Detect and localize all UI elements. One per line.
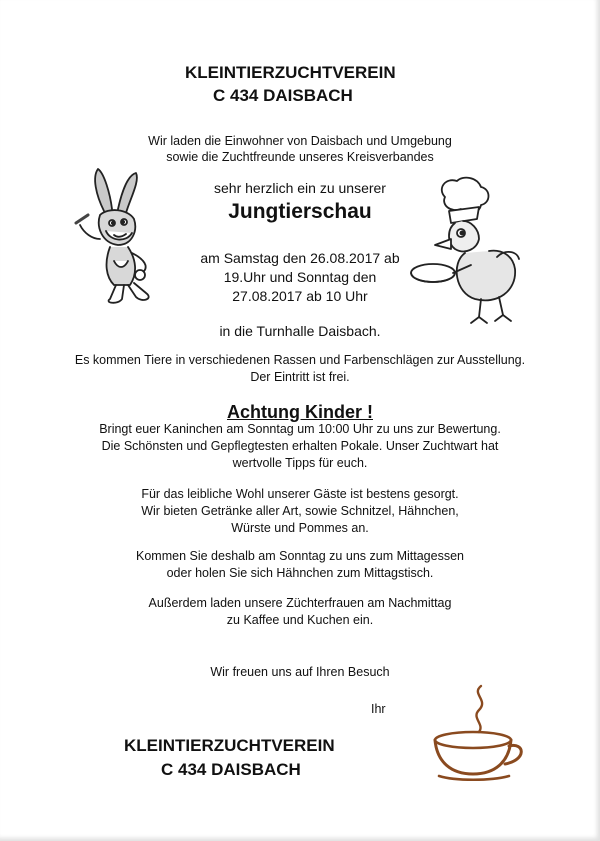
header-line1: KLEINTIERZUCHTVEREIN — [185, 63, 396, 82]
coffee-line1: Außerdem laden unsere Züchterfrauen am Nachmittag — [148, 596, 452, 610]
invite-line2: sowie die Zuchtfreunde unseres Kreisverbandes — [166, 150, 434, 164]
closing-ihr: Ihr — [371, 702, 386, 716]
date-line3: 27.08.2017 ab 10 Uhr — [232, 288, 368, 304]
coffee-line2: zu Kaffee und Kuchen ein. — [226, 613, 374, 627]
info-line1: Es kommen Tiere in verschiedenen Rassen und Farbenschlägen zur Ausstellung. — [74, 353, 526, 367]
event-title: Jungtierschau — [228, 200, 372, 223]
kids-title: Achtung Kinder ! — [227, 402, 373, 422]
chicken-chef-cartoon-icon — [405, 173, 535, 333]
food-line3: Würste und Pommes an. — [231, 521, 369, 535]
info-line2: Der Eintritt ist frei. — [250, 370, 350, 384]
date-line1: am Samstag den 26.08.2017 ab — [200, 250, 400, 266]
invite-line1: Wir laden die Einwohner von Daisbach und Umgebung — [148, 134, 452, 148]
closing-text: Wir freuen uns auf Ihren Besuch — [210, 665, 390, 679]
kids-line3: wertvolle Tipps für euch. — [232, 456, 368, 470]
invite-line3: sehr herzlich ein zu unserer — [214, 180, 386, 196]
header-line2: C 434 DAISBACH — [213, 86, 353, 105]
kids-line1: Bringt euer Kaninchen am Sonntag um 10:00 Uhr zu uns zur Bewertung. — [99, 422, 501, 436]
rabbit-cartoon-icon — [70, 165, 180, 310]
food-line1: Für das leibliche Wohl unserer Gäste ist bestens gesorgt. — [141, 487, 459, 501]
sunday-line2: oder holen Sie sich Hähnchen zum Mittagstisch. — [166, 566, 434, 580]
food-line2: Wir bieten Getränke aller Art, sowie Schnitzel, Hähnchen, — [141, 504, 459, 518]
footer-line2: C 434 DAISBACH — [161, 760, 301, 779]
sunday-line1: Kommen Sie deshalb am Sonntag zu uns zum Mittagessen — [136, 549, 464, 563]
venue: in die Turnhalle Daisbach. — [219, 323, 381, 339]
kids-line2: Die Schönsten und Gepflegtesten erhalten Pokale. Unser Zuchtwart hat — [101, 439, 499, 453]
date-line2: 19.Uhr und Sonntag den — [223, 269, 377, 285]
footer-line1: KLEINTIERZUCHTVEREIN — [124, 736, 335, 755]
coffee-cup-icon — [425, 682, 535, 782]
